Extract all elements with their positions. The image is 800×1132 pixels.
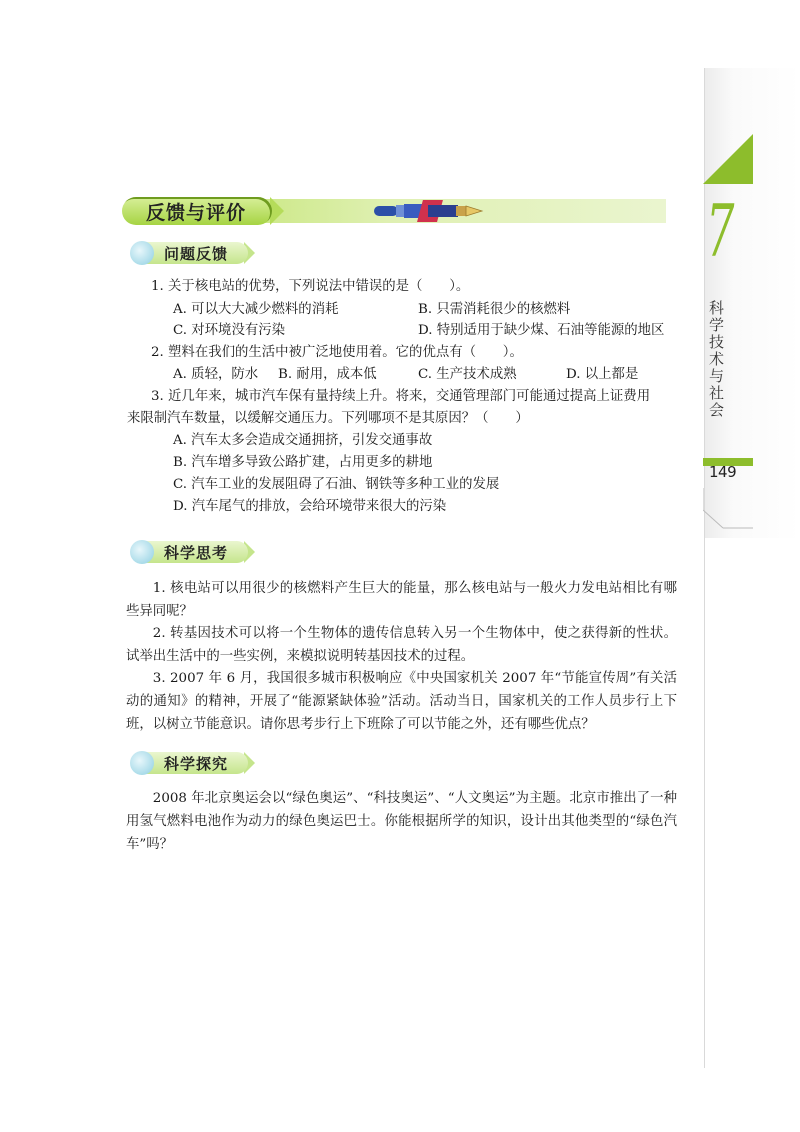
question-2-option-b: B. 耐用，成本低 [278, 367, 377, 382]
question-2-option-a: A. 质轻，防水 [173, 367, 259, 382]
chapter-number: 7 [706, 189, 735, 273]
bubble-icon [130, 241, 154, 265]
header-title: 反馈与评价 [146, 202, 247, 224]
question-1-stem: 1. 关于核电站的优势，下列说法中错误的是（ ）。 [151, 279, 470, 294]
question-1-option-b: B. 只需消耗很少的核燃料 [418, 302, 571, 317]
inquiry-paragraph: 2008 年北京奥运会以“绿色奥运”、“科技奥运”、“人文奥运”为主题。北京市推出了一种用氢气燃料电池作为动力的绿色奥运巴士。你能根据所学的知识，设计出其他类型的“绿色汽车”吗？ [126, 791, 677, 852]
thinking-paragraph-3: 3. 2007 年 6 月，我国很多城市积极响应《中央国家机关 2007 年“节能宣传周”有关活动的通知》的精神，开展了“能源紧缺体验”活动。活动当日，国家机关的工作人员步行上下班，以树立节能意识。请你思考步行上下班除了可以节能之外，还有哪些优点？ [126, 671, 677, 732]
question-2-option-c: C. 生产技术成熟 [418, 367, 517, 382]
subheader-inquiry [126, 750, 262, 776]
subheader-title: 科学探究 [164, 755, 229, 773]
question-3-stem-line-1: 3. 近几年来，城市汽车保有量持续上升。将来，交通管理部门可能通过提高上证费用 [151, 389, 651, 404]
question-1-option-d: D. 特别适用于缺少煤、石油等能源的地区 [418, 323, 665, 338]
chapter-triangle-icon [703, 134, 753, 184]
question-3-option-c: C. 汽车工业的发展阻碍了石油、钢铁等多种工业的发展 [173, 477, 500, 492]
question-2-stem: 2. 塑料在我们的生活中被广泛地使用着。它的优点有（ ）。 [151, 345, 523, 360]
margin-divider [704, 68, 705, 1068]
question-1-option-a: A. 可以大大减少燃料的消耗 [173, 302, 339, 317]
question-3-stem-line-2: 来限制汽车数量，以缓解交通压力。下列哪项不是其原因？（ ） [127, 411, 529, 426]
subheader-thinking [126, 539, 262, 565]
question-3-option-d: D. 汽车尾气的排放，会给环境带来很大的污染 [173, 499, 447, 514]
question-1-option-c: C. 对环境没有污染 [173, 323, 286, 338]
fountain-pen-icon [372, 196, 484, 226]
subheader-title: 问题反馈 [164, 245, 229, 263]
bubble-icon [130, 540, 154, 564]
thinking-paragraph-1: 1. 核电站可以用很少的核燃料产生巨大的能量，那么核电站与一般火力发电站相比有哪些异同呢？ [126, 581, 677, 619]
chapter-title: 科学技术与社会 [709, 299, 725, 419]
question-3-option-a: A. 汽车太多会造成交通拥挤，引发交通事故 [173, 433, 433, 448]
page-number: 149 [709, 463, 737, 481]
question-3-option-b: B. 汽车增多导致公路扩建，占用更多的耕地 [173, 455, 433, 470]
subheader-title: 科学思考 [164, 544, 229, 562]
thinking-paragraph-2: 2. 转基因技术可以将一个生物体的遗传信息转入另一个生物体中，使之获得新的性状。试举出生活中的一些实例，来模拟说明转基因技术的过程。 [126, 626, 677, 664]
question-2-option-d: D. 以上都是 [566, 367, 639, 382]
bubble-icon [130, 751, 154, 775]
header-pill-tail [270, 197, 284, 225]
page-corner-lines [703, 486, 753, 530]
subheader-feedback [126, 240, 262, 266]
